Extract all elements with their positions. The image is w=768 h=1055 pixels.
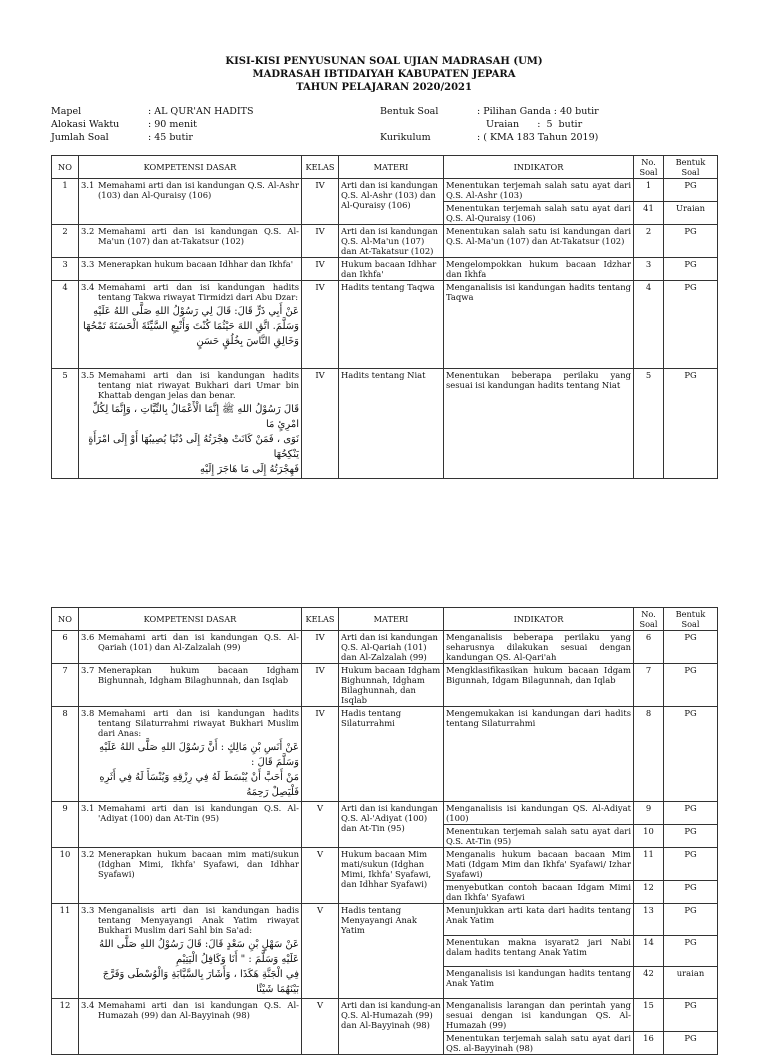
kompetensi-dasar-cell <box>79 664 302 707</box>
kd-wrap <box>81 259 299 269</box>
document-header <box>0 55 768 94</box>
indikator-cell: Menentukan terjemah salah satu ayat dari Q.S. Al-Quraisy (106) <box>444 202 634 225</box>
col-header-kelas: KELAS <box>302 156 339 179</box>
meta-right <box>380 105 599 144</box>
row-number: 1 <box>52 179 79 225</box>
row-number: 5 <box>52 369 79 479</box>
indikator-cell: Menganalisis beberapa perilaku yang seharusnya dilakukan sesuai dengan kandungan QS. Al-Qari'ah <box>444 631 634 664</box>
row-number: 3 <box>52 258 79 281</box>
kd-code: 3.3 <box>81 905 95 915</box>
meta-value: : ( KMA 183 Tahun 2019) <box>477 132 599 143</box>
row-number: 2 <box>52 225 79 258</box>
col-header-no-soal: No. Soal <box>634 156 664 179</box>
col-header-bentuk-soal: Bentuk Soal <box>664 608 718 631</box>
meta-label: Alokasi Waktu <box>51 119 120 130</box>
bentuk-soal-cell: PG <box>664 179 718 202</box>
no-soal-cell: 15 <box>634 999 664 1032</box>
indikator-cell: Menentukan terjemah salah satu ayat dari Q.S. At-Tin (95) <box>444 825 634 848</box>
kd-text: Memahami arti dan isi kandungan Q.S. Al-Ma'un (107) dan at-Takatsur (102) <box>98 226 299 246</box>
kd-wrap <box>81 632 299 652</box>
materi-cell: Arti dan isi kandungan Q.S. Al-Ashr (103) dan Al-Quraisy (106) <box>339 179 444 225</box>
row-number: 8 <box>52 707 79 802</box>
materi-cell: Arti dan isi kandungan Q.S. Al-'Adiyat (100) dan At-Tin (95) <box>339 802 444 848</box>
indikator-cell: Menentukan beberapa perilaku yang sesuai isi kandungan hadits tentang Niat <box>444 369 634 479</box>
meta-left <box>51 105 254 144</box>
materi-cell: Arti dan isi kandung-an Q.S. Al-Humazah (99) dan Al-Bayyinah (98) <box>339 999 444 1055</box>
indikator-cell: Menganalisis larangan dan perintah yang sesuai dengan isi kandungan QS. Al-Humazah (99) <box>444 999 634 1032</box>
header-year: TAHUN PELAJARAN 2020/2021 <box>296 82 472 93</box>
table-row <box>52 707 718 802</box>
kd-wrap <box>81 708 299 738</box>
kd-text: Memahami arti dan isi kandungan hadits tentang niat riwayat Bukhari dari Umar bin Khattab dengan jelas dan benar. <box>98 370 299 400</box>
kelas-cell: IV <box>302 225 339 258</box>
bentuk-soal-cell: PG <box>664 369 718 479</box>
kd-wrap <box>81 905 299 935</box>
arabic-text <box>81 402 299 477</box>
kelas-cell: IV <box>302 281 339 369</box>
meta-value: : Pilihan Ganda : 40 butir <box>477 106 599 117</box>
col-header-materi: MATERI <box>339 156 444 179</box>
no-soal-cell: 13 <box>634 904 664 936</box>
kelas-cell: IV <box>302 179 339 225</box>
kelas-cell: IV <box>302 258 339 281</box>
kompetensi-dasar-cell <box>79 258 302 281</box>
no-soal-cell: 5 <box>634 369 664 479</box>
table-row <box>52 179 718 202</box>
bentuk-soal-cell: PG <box>664 707 718 802</box>
no-soal-cell: 41 <box>634 202 664 225</box>
no-soal-cell: 14 <box>634 935 664 967</box>
bentuk-soal-cell: PG <box>664 1032 718 1055</box>
meta-value: : 45 butir <box>148 132 193 143</box>
kelas-cell: IV <box>302 707 339 802</box>
meta-label: Mapel <box>51 106 82 117</box>
indikator-cell: Menentukan salah satu isi kandungan dari Q.S. Al-Ma'un (107) dan At-Takatsur (102) <box>444 225 634 258</box>
kelas-cell: V <box>302 802 339 848</box>
col-header-kd: KOMPETENSI DASAR <box>79 608 302 631</box>
kd-code: 3.1 <box>81 180 95 190</box>
materi-cell: Hadis tentang Menyayangi Anak Yatim <box>339 904 444 999</box>
kd-code: 3.8 <box>81 708 95 718</box>
meta-label: Kurikulum <box>380 132 431 143</box>
indikator-cell: Menentukan makna isyarat2 jari Nabi dalam hadits tentang Anak Yatim <box>444 935 634 967</box>
no-soal-cell: 6 <box>634 631 664 664</box>
materi-cell: Hadis tentang Silaturrahmi <box>339 707 444 802</box>
table-row <box>52 258 718 281</box>
col-header-no-soal: No. Soal <box>634 608 664 631</box>
indikator-cell: Mengemukakan isi kandungan dari hadits tentang Silaturrahmi <box>444 707 634 802</box>
kompetensi-dasar-cell <box>79 999 302 1055</box>
meta-label: Jumlah Soal <box>51 132 109 143</box>
indikator-cell: Mengelompokkan hukum bacaan Idzhar dan Ikhfa <box>444 258 634 281</box>
no-soal-cell: 3 <box>634 258 664 281</box>
arabic-line: نَوَى ، فَمَنْ كَانَتْ هِجْرَتُهُ إِلَى دُنْيَا يُصِيبُهَا أَوْ إِلَى امْرَأَةٍ يَنْكِحُهَا <box>88 434 299 460</box>
table-row <box>52 281 718 369</box>
indikator-cell: menyebutkan contoh bacaan Idgam Mimi dan Ikhfa' Syafawi <box>444 881 634 904</box>
materi-cell: Hadits tentang Niat <box>339 369 444 479</box>
arabic-text <box>81 304 299 349</box>
header-title: KISI-KISI PENYUSUNAN SOAL UJIAN MADRASAH (UM) <box>225 56 543 67</box>
materi-cell: Hukum bacaan Idhhar dan Ikhfa' <box>339 258 444 281</box>
bentuk-soal-cell: Uraian <box>664 202 718 225</box>
kd-text: Menerapkan hukum bacaan Idhhar dan Ikhfa' <box>98 259 294 269</box>
kelas-cell: IV <box>302 664 339 707</box>
kd-text: Menerapkan hukum bacaan Idgham Bighunnah, Idgham Bilaghunnah, dan Isqlab <box>98 665 299 685</box>
kd-wrap <box>81 665 299 685</box>
no-soal-cell: 12 <box>634 881 664 904</box>
bentuk-soal-cell: PG <box>664 225 718 258</box>
no-soal-cell: 11 <box>634 848 664 881</box>
no-soal-cell: 16 <box>634 1032 664 1055</box>
arabic-line: وَخَالِقِ النَّاسَ بِخُلُقٍ حَسَنٍ <box>196 336 299 347</box>
col-header-kd: KOMPETENSI DASAR <box>79 156 302 179</box>
kd-text: Memahami arti dan isi kandungan Q.S. Al-Qariah (101) dan Al-Zalzalah (99) <box>98 632 299 652</box>
arabic-line: عَنْ سَهْلٍ بْنِ سَعْدٍ قَالَ: قَالَ رَسُوْلُ اللهِ صَلَّى اللهُ عَلَيْهِ وَسَلَّمَ : " أَنَا وَكَافِلُ الْيَتِيْمِ <box>99 939 299 965</box>
kompetensi-dasar-cell <box>79 281 302 369</box>
kompetensi-dasar-cell <box>79 848 302 904</box>
meta-value: : 90 menit <box>148 119 197 130</box>
kd-text: Memahami arti dan isi kandungan Q.S. Al-Ashr (103) dan Al-Quraisy (106) <box>98 180 299 200</box>
kd-wrap <box>81 1000 299 1020</box>
col-header-no: NO <box>52 608 79 631</box>
row-number: 7 <box>52 664 79 707</box>
table-row <box>52 369 718 479</box>
kompetensi-dasar-cell <box>79 179 302 225</box>
col-header-no: NO <box>52 156 79 179</box>
no-soal-cell: 1 <box>634 179 664 202</box>
meta-value: Uraian : 5 butir <box>477 119 583 130</box>
indikator-cell: Menentukan terjemah salah satu ayat dari Q.S. Al-Ashr (103) <box>444 179 634 202</box>
kd-wrap <box>81 226 299 246</box>
table-row <box>52 664 718 707</box>
kd-wrap <box>81 849 299 879</box>
kd-code: 3.6 <box>81 632 95 642</box>
materi-cell: Hadits tentang Taqwa <box>339 281 444 369</box>
kd-code: 3.7 <box>81 665 95 675</box>
no-soal-cell: 10 <box>634 825 664 848</box>
kd-text: Memahami arti dan isi kandungan hadits tentang Takwa riwayat Tirmidzi dari Abu Dzar: <box>98 282 299 302</box>
kd-wrap <box>81 370 299 400</box>
arabic-line: عَنْ أَنَسِ بْنِ مَالِكٍ : أَنَّ رَسُوْلَ اللهِ صَلَّى اللهُ عَلَيْهِ وَسَلَّمَ قَالَ : <box>99 742 299 768</box>
arabic-line: فِي الْجَنَّةِ هَكَذَا ، وَأَشَارَ بِالسَّبَّابَةِ وَالْوُسْطَى وَفَرَّجَ بَيْنَهُمَا شَيْئًا <box>102 969 299 995</box>
bentuk-soal-cell: PG <box>664 935 718 967</box>
no-soal-cell: 2 <box>634 225 664 258</box>
bentuk-soal-cell: PG <box>664 881 718 904</box>
kompetensi-dasar-cell <box>79 369 302 479</box>
arabic-line: عَنْ أَبِي ذَرٍّ قَالَ: قَالَ لِي رَسُوْلُ اللهِ صَلَّى اللهُ عَلَيْهِ <box>93 306 299 317</box>
row-number: 11 <box>52 904 79 999</box>
kisi-table-2 <box>51 607 718 1055</box>
kd-text: Menganalisis arti dan isi kandungan hadis tentang Menyayangi Anak Yatim riwayat Bukhari Muslim dari Sahl bin Sa'ad: <box>98 905 299 935</box>
col-header-indikator: INDIKATOR <box>444 156 634 179</box>
meta-value: : AL QUR'AN HADITS <box>148 106 254 117</box>
kelas-cell: IV <box>302 631 339 664</box>
row-number: 4 <box>52 281 79 369</box>
indikator-cell: Menunjukkan arti kata dari hadits tentang Anak Yatim <box>444 904 634 936</box>
no-soal-cell: 9 <box>634 802 664 825</box>
kelas-cell: V <box>302 904 339 999</box>
arabic-text <box>81 937 299 997</box>
indikator-cell: Menganalis hukum bacaan bacaan Mim Mati (Idgam Mim dan Ikhfa' Syafawi/ Izhar Syafawi) <box>444 848 634 881</box>
bentuk-soal-cell: PG <box>664 999 718 1032</box>
kd-wrap <box>81 282 299 302</box>
kelas-cell: IV <box>302 369 339 479</box>
kisi-table-1 <box>51 155 718 479</box>
indikator-cell: Menganalisis isi kandungan QS. Al-Adiyat (100) <box>444 802 634 825</box>
kd-code: 3.4 <box>81 282 95 292</box>
bentuk-soal-cell: PG <box>664 258 718 281</box>
kd-text: Memahami arti dan isi kandungan Q.S. Al-Humazah (99) dan Al-Bayyinah (98) <box>98 1000 299 1020</box>
kd-text: Menerapkan hukum bacaan mim mati/sukun (Idghan Mimi, Ikhfa' Syafawi, dan Idhhar Syafawi) <box>98 849 299 879</box>
indikator-cell: Menganalisis isi kandungan hadits tentang Taqwa <box>444 281 634 369</box>
arabic-line: وَسَلَّمَ. اتَّقِ اللهَ حَيْثُمَا كُنْتَ وَأَتْبِعِ السَّيِّئَةَ الْحَسَنَةَ تَمْحُهَا <box>83 321 299 332</box>
row-number: 12 <box>52 999 79 1055</box>
kd-text: Memahami arti dan isi kandungan Q.S. Al-'Adiyat (100) dan At-Tin (95) <box>98 803 299 823</box>
table-row <box>52 225 718 258</box>
kompetensi-dasar-cell <box>79 225 302 258</box>
kelas-cell: V <box>302 999 339 1055</box>
materi-cell: Hukum bacaan Idgham Bighunnah, Idgham Bilaghunnah, dan Isqlab <box>339 664 444 707</box>
col-header-indikator: INDIKATOR <box>444 608 634 631</box>
kompetensi-dasar-cell <box>79 904 302 999</box>
indikator-cell: Mengklasifikasikan hukum bacaan Idgam Bigunnah, Idgam Bilagunnah, dan Iqlab <box>444 664 634 707</box>
meta-label: Bentuk Soal <box>380 106 439 117</box>
bentuk-soal-cell: PG <box>664 904 718 936</box>
meta-label <box>380 118 477 131</box>
table-row <box>52 802 718 825</box>
kd-code: 3.3 <box>81 259 95 269</box>
table-row <box>52 904 718 936</box>
arabic-line: مَنْ أَحَبَّ أَنْ يُبْسَطَ لَهُ فِي رِزْقِهِ وَيُنْسَأَ لَهُ فِي أَثَرِهِ فَلْيَصِلْ رَحِمَهُ <box>99 772 299 798</box>
kd-code: 3.1 <box>81 803 95 813</box>
table-row <box>52 999 718 1032</box>
bentuk-soal-cell: PG <box>664 664 718 707</box>
row-number: 9 <box>52 802 79 848</box>
arabic-line: قَالَ رَسُوْلُ اللهِ ﷺ إِنَّمَا الْأَعْمَالُ بِالنِّيَّاتِ ، وَإِنَّمَا لِكُلِّ امْرِئٍ مَا <box>92 404 299 430</box>
no-soal-cell: 42 <box>634 967 664 999</box>
kelas-cell: V <box>302 848 339 904</box>
no-soal-cell: 7 <box>634 664 664 707</box>
materi-cell: Hukum bacaan Mim mati/sukun (Idghan Mimi, Ikhfa' Syafawi, dan Idhhar Syafawi) <box>339 848 444 904</box>
header-school: MADRASAH IBTIDAIYAH KABUPATEN JEPARA <box>252 69 516 80</box>
col-header-kelas: KELAS <box>302 608 339 631</box>
table-row <box>52 848 718 881</box>
kd-text: Memahami arti dan isi kandungan hadits tentang Silaturrahmi riwayat Bukhari Muslim dari Anas: <box>98 708 299 738</box>
arabic-line: فَهِجْرَتُهُ إِلَى مَا هَاجَرَ إِلَيْهِ <box>199 464 299 475</box>
bentuk-soal-cell: PG <box>664 281 718 369</box>
no-soal-cell: 8 <box>634 707 664 802</box>
kompetensi-dasar-cell <box>79 707 302 802</box>
arabic-text <box>81 740 299 800</box>
kd-code: 3.4 <box>81 1000 95 1010</box>
kd-code: 3.2 <box>81 849 95 859</box>
kd-wrap <box>81 803 299 823</box>
kompetensi-dasar-cell <box>79 802 302 848</box>
col-header-bentuk-soal: Bentuk Soal <box>664 156 718 179</box>
row-number: 10 <box>52 848 79 904</box>
col-header-materi: MATERI <box>339 608 444 631</box>
bentuk-soal-cell: PG <box>664 848 718 881</box>
bentuk-soal-cell: PG <box>664 802 718 825</box>
materi-cell: Arti dan isi kandungan Q.S. Al-Ma'un (107) dan At-Takatsur (102) <box>339 225 444 258</box>
bentuk-soal-cell: PG <box>664 631 718 664</box>
materi-cell: Arti dan isi kandungan Q.S. Al-Qariah (101) dan Al-Zalzalah (99) <box>339 631 444 664</box>
kd-code: 3.5 <box>81 370 95 380</box>
kd-wrap <box>81 180 299 200</box>
indikator-cell: Menganalisis isi kandungan hadits tentang Anak Yatim <box>444 967 634 999</box>
kd-code: 3.2 <box>81 226 95 236</box>
table-row <box>52 631 718 664</box>
bentuk-soal-cell: uraian <box>664 967 718 999</box>
indikator-cell: Menentukan terjemah salah satu ayat dari QS. al-Bayyinah (98) <box>444 1032 634 1055</box>
no-soal-cell: 4 <box>634 281 664 369</box>
bentuk-soal-cell: PG <box>664 825 718 848</box>
kompetensi-dasar-cell <box>79 631 302 664</box>
row-number: 6 <box>52 631 79 664</box>
